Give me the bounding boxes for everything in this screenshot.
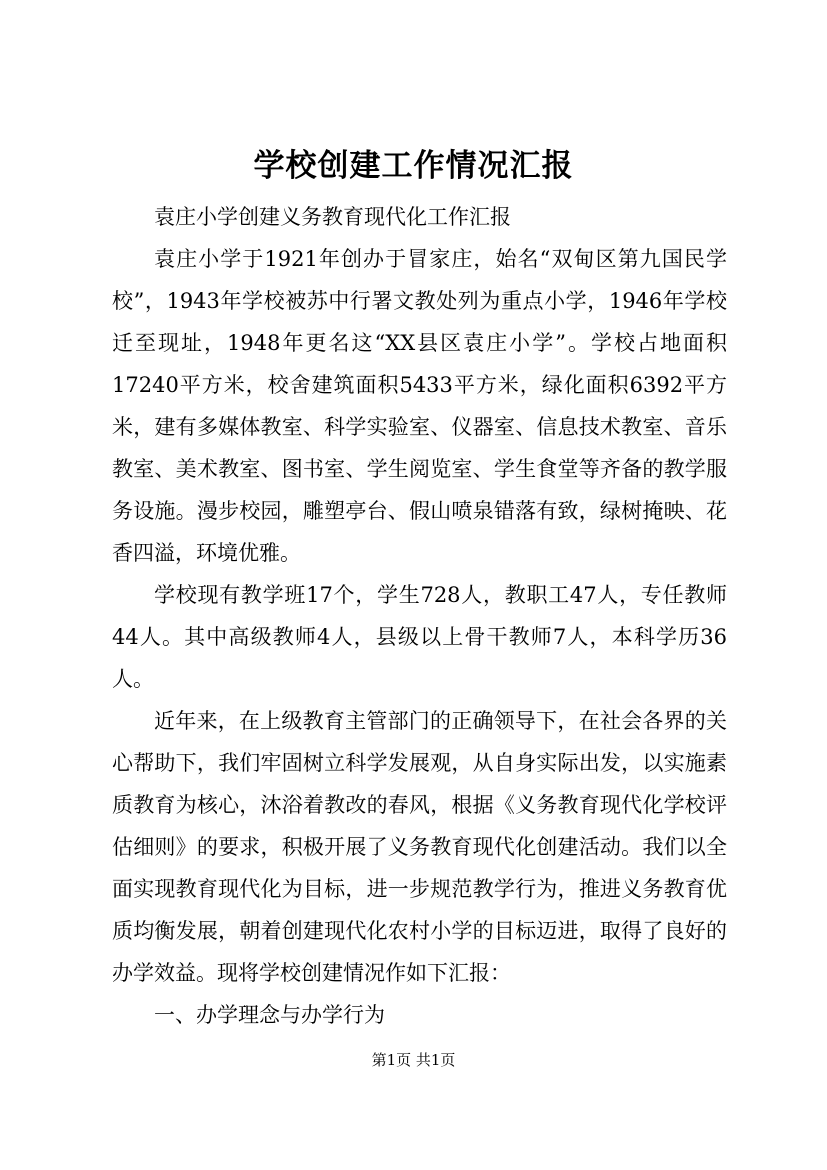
page-footer: 第1页 共1页 [371, 1051, 456, 1069]
paragraph-subtitle: 袁庄小学创建义务教育现代化工作汇报 [154, 205, 511, 229]
paragraph-school-staff: 学校现有教学班17个，学生728人，教职工47人，专任教师44人。其中高级教师4人，县级以上骨干教师7人，本科学历36人。 [112, 583, 727, 691]
paragraph-recent-work: 近年来，在上级教育主管部门的正确领导下，在社会各界的关心帮助下，我们牢固树立科学发展观，从自身实际出发，以实施素质教育为核心，沐浴着教改的春风，根据《义务教育现代化学校评估细则》的要求，积极开展了义务教育现代化创建活动。我们以全面实现教育现代化为目标，进一步规范教学行为，推进义务教育优质均衡发展，朝着创建现代化农村小学的目标迈进，取得了良好的办学效益。现将学校创建情况作如下汇报： [112, 709, 727, 985]
paragraph-school-history: 袁庄小学于1921年创办于冒家庄，始名“双甸区第九国民学校”，1943年学校被苏中行署文教处列为重点小学，1946年学校迁至现址，1948年更名这“XX县区袁庄小学”。学校占地面积17240平方米，校舍建筑面积5433平方米，绿化面积6392平方米，建有多媒体教室、科学实验室、仪器室、信息技术教室、音乐教室、美术教室、图书室、学生阅览室、学生食堂等齐备的教学服务设施。漫步校园，雕塑亭台、假山喷泉错落有致，绿树掩映、花香四溢，环境优雅。 [112, 247, 727, 565]
document-body [112, 196, 727, 1036]
document-title: 学校创建工作情况汇报 [253, 148, 574, 184]
section-heading: 一、办学理念与办学行为 [154, 1003, 385, 1027]
